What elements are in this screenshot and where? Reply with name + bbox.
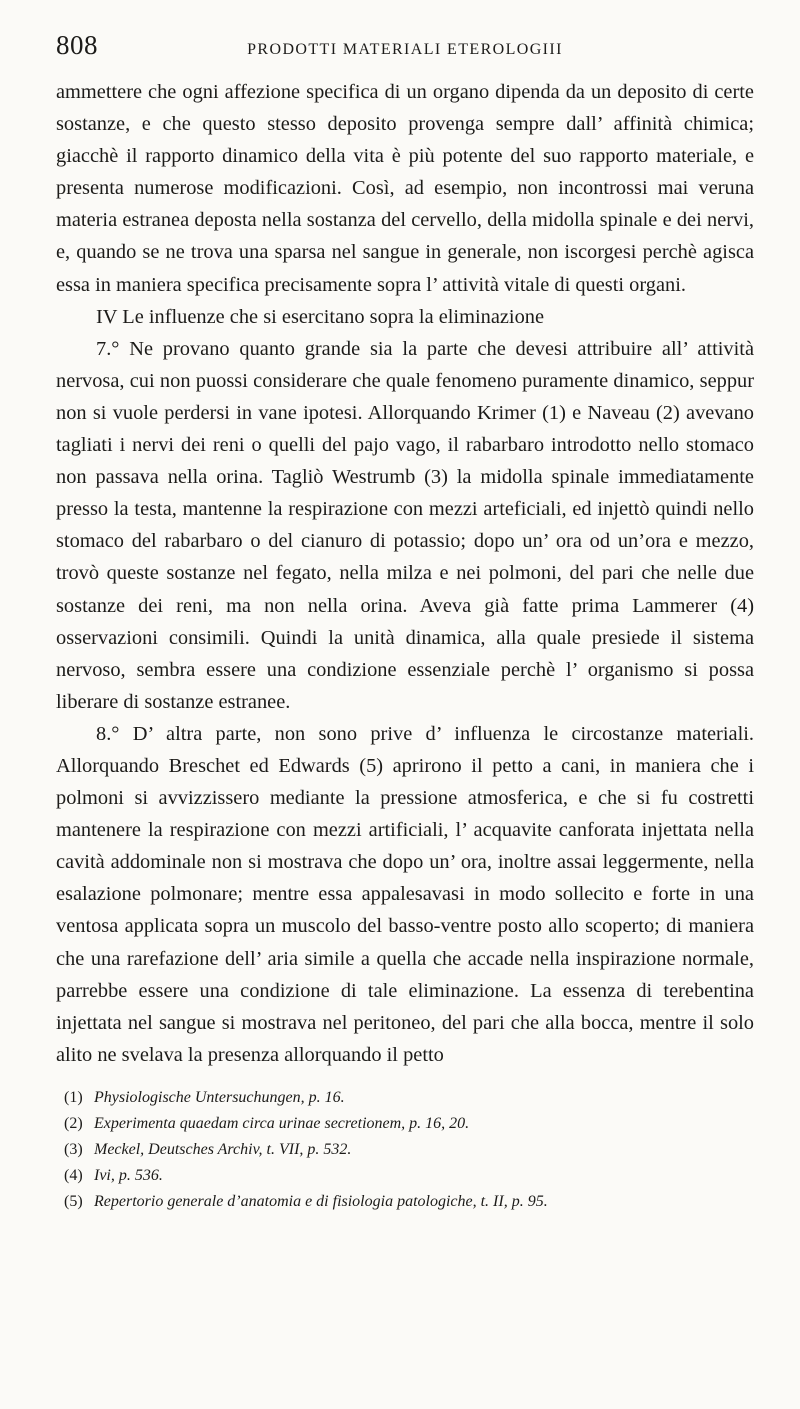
page-number: 808 [56, 30, 98, 60]
footnote-text: Ivi, p. 536. [94, 1166, 163, 1184]
footnote [56, 1189, 754, 1215]
paragraph-8: 8.° D’ altra parte, non sono prive d’ influenza le circostanze materiali. Allorquando Breschet ed Edwards (5) aprirono il petto a cani, in maniera che i polmoni si avvizzissero mediante la pressione atmosferica, e che si fu costretti mantenere la respirazione con mezzi artificiali, l’ acquavite canforata injettata nella cavità addominale non si mostrava che dopo un’ ora, inoltre assai leggermente, nella esalazione polmonare; mentre essa appalesavasi in modo sollecito e forte in una ventosa applicata sopra un muscolo del basso-ventre posto allo scoperto; di maniera che una rarefazione dell’ aria simile a quella che accade nella inspirazione normale, parrebbe essere una condizione di tale eliminazione. La essenza di terebentina injettata nel sangue si mostrava nel peritoneo, del pari che alla bocca, mentre il solo alito ne svelava la presenza allorquando il petto [56, 722, 754, 1066]
footnote [56, 1137, 754, 1163]
footnote-text: Physiologische Untersuchungen, p. 16. [94, 1088, 345, 1106]
running-head [56, 30, 754, 66]
footnote [56, 1085, 754, 1111]
footnote [56, 1111, 754, 1137]
footnote-number: (2) [64, 1114, 83, 1132]
paragraph-continuation: ammettere che ogni affezione specifica di un organo dipenda da un deposito di certe sostanze, e che questo stesso deposito provenga sempre dall’ affinità chimica; giacchè il rapporto dinamico della vita è più potente del suo rapporto materiale, e presenta numerose modificazioni. Così, ad esempio, non incontrossi mai veruna materia estranea deposta nella sostanza del cervello, della midolla spinale e dei nervi, e, quando se ne trova una sparsa nel sangue in generale, non iscorgesi perchè agisca essa in maniera specifica precisamente sopra l’ attività vitale di questi organi. [56, 81, 754, 296]
footnote-number: (1) [64, 1088, 83, 1106]
section-heading: IV Le influenze che si esercitano sopra la eliminazione [96, 305, 545, 328]
footnote-text: Experimenta quaedam circa urinae secretionem, p. 16, 20. [94, 1114, 470, 1132]
footnote-number: (5) [64, 1192, 83, 1210]
footnote-number: (3) [64, 1140, 83, 1158]
footnote [56, 1163, 754, 1189]
footnote-number: (4) [64, 1166, 83, 1184]
body-text [56, 76, 754, 1071]
footnotes [56, 1085, 754, 1215]
paragraph-7: 7.° Ne provano quanto grande sia la parte che devesi attribuire all’ attività nervosa, cui non puossi considerare che quale fenomeno puramente dinamico, seppur non si vuole perdersi in vane ipotesi. Allorquando Krimer (1) e Naveau (2) avevano tagliati i nervi dei reni o quelli del pajo vago, il rabarbaro introdotto nello stomaco non passava nella orina. Tagliò Westrumb (3) la midolla spinale immediatamente presso la testa, mantenne la respirazione con mezzi arteficiali, ed injettò quindi nello stomaco del rabarbaro o del cianuro di potassio; dopo un’ ora od un’ora e mezzo, trovò queste sostanze nel fegato, nella milza e nei polmoni, del pari che nelle due sostanze dei reni, ma non nella orina. Aveva già fatte prima Lammerer (4) osservazioni consimili. Quindi la unità dinamica, alla quale presiede il sistema nervoso, sembra essere una condizione essenziale perchè l’ organismo si possa liberare di sostanze estranee. [56, 337, 754, 713]
footnote-text: Repertorio generale d’anatomia e di fisiologia patologiche, t. II, p. 95. [94, 1192, 548, 1210]
running-title: PRODOTTI MATERIALI ETEROLOGIII [247, 41, 563, 58]
footnote-text: Meckel, Deutsches Archiv, t. VII, p. 532. [94, 1140, 352, 1158]
